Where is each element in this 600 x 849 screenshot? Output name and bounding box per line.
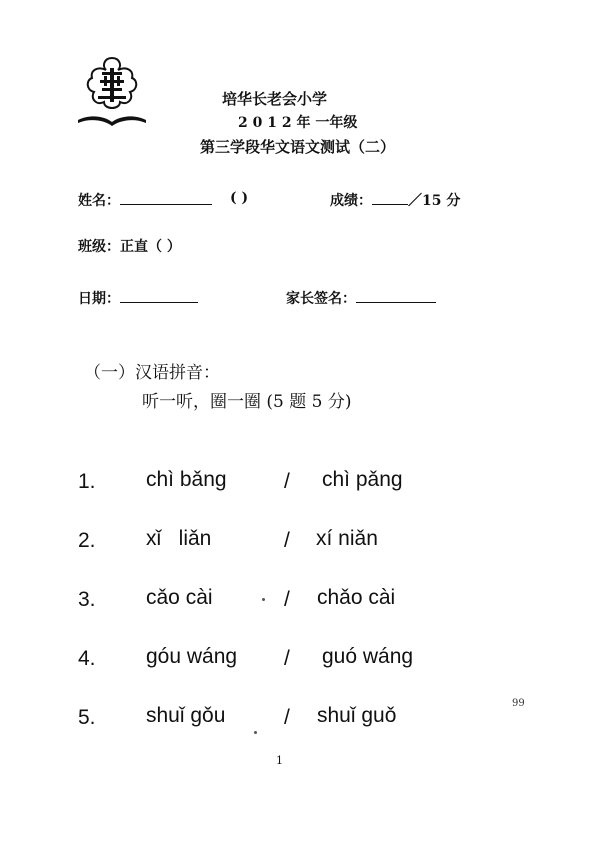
section-title: （一）汉语拼音： — [84, 363, 220, 383]
class-field — [78, 236, 181, 256]
question-slash: / — [284, 706, 290, 729]
question-option-a[interactable]: cǎo cài — [146, 586, 213, 609]
school-name: 培华长老会小学 — [222, 90, 328, 108]
section-instruction: 听一听，圈一圈 (5 题 5 分) — [142, 392, 352, 412]
question-number: 3. — [78, 588, 96, 611]
question-slash: / — [284, 529, 290, 552]
name-label: 姓名： — [78, 193, 120, 209]
question-option-b[interactable]: xí niǎn — [316, 527, 378, 550]
name-field — [78, 190, 212, 210]
parent-signature-label: 家长签名： — [286, 291, 356, 307]
score-field — [330, 190, 460, 210]
question-option-a[interactable]: xǐ liǎn — [146, 527, 212, 550]
question-slash: / — [284, 647, 290, 670]
question-number: 2. — [78, 529, 96, 552]
date-blank[interactable] — [120, 301, 198, 303]
question-slash: / — [284, 588, 290, 611]
score-total: ／15 分 — [408, 193, 461, 209]
page-number: 1 — [276, 754, 283, 767]
class-label: 班级： — [78, 239, 120, 255]
score-blank[interactable] — [372, 203, 408, 205]
question-option-b[interactable]: guó wáng — [322, 645, 414, 668]
question-slash: / — [284, 470, 290, 493]
school-crest-icon — [74, 52, 150, 128]
class-value: 正直（ ） — [120, 239, 181, 255]
name-blank[interactable] — [120, 203, 212, 205]
stray-mark — [254, 731, 257, 734]
name-paren: ( ) — [230, 190, 249, 206]
score-label: 成绩： — [330, 193, 372, 209]
margin-mark: 99 — [512, 698, 525, 709]
year-grade: 2 0 1 2 年 一年级 — [238, 115, 358, 131]
question-number: 1. — [78, 470, 96, 493]
date-field — [78, 288, 198, 308]
test-title: 第三学段华文语文测试（二） — [200, 138, 396, 156]
question-option-b[interactable]: chì pǎng — [322, 468, 403, 491]
parent-signature-blank[interactable] — [356, 301, 436, 303]
question-number: 4. — [78, 647, 96, 670]
question-number: 5. — [78, 706, 96, 729]
date-label: 日期： — [78, 291, 120, 307]
question-option-a[interactable]: shuǐ gǒu — [146, 704, 226, 727]
question-option-b[interactable]: chǎo cài — [317, 586, 396, 609]
question-option-b[interactable]: shuǐ guǒ — [317, 704, 397, 727]
question-option-a[interactable]: góu wáng — [146, 645, 238, 668]
question-option-a[interactable]: chì bǎng — [146, 468, 227, 491]
parent-signature-field — [286, 288, 436, 308]
stray-mark — [262, 598, 265, 601]
